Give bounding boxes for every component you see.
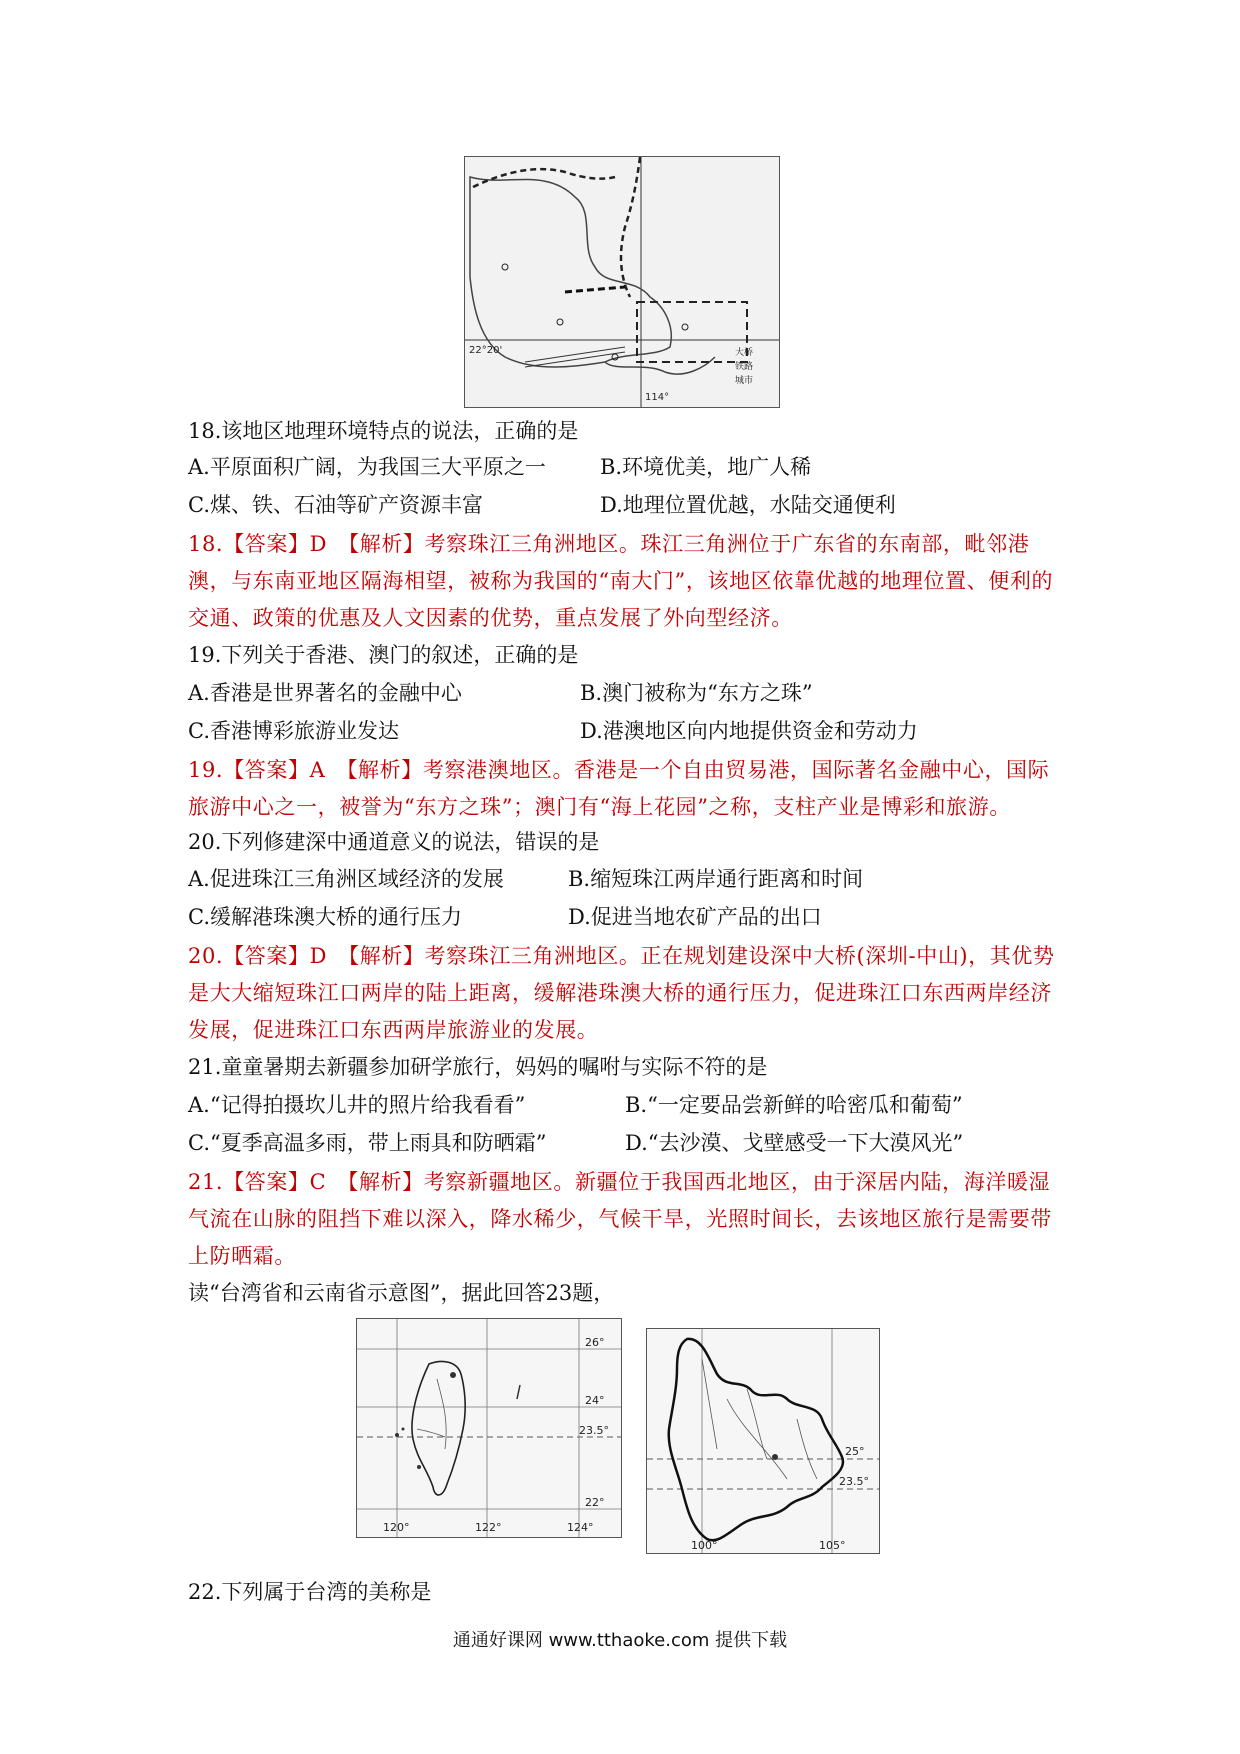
yunnan-lon-105: 105° — [819, 1539, 846, 1552]
q19-option-b: B.澳门被称为“东方之珠” — [580, 681, 813, 705]
q18-option-a: A.平原面积广阔，为我国三大平原之一 — [188, 455, 546, 479]
q19-option-a: A.香港是世界著名的金融中心 — [188, 681, 462, 705]
q21-stem: 21.童童暑期去新疆参加研学旅行，妈妈的嘱咐与实际不符的是 — [188, 1055, 768, 1079]
taiwan-lat-26: 26° — [585, 1336, 605, 1349]
legend-bridge: 大桥 — [735, 348, 754, 358]
q21-option-c: C.“夏季高温多雨，带上雨具和防晒霜” — [188, 1131, 547, 1155]
yunnan-lon-100: 100° — [691, 1539, 718, 1552]
q20-option-d: D.促进当地农矿产品的出口 — [568, 905, 822, 929]
q21-answer: 21.【答案】C 【解析】考察新疆地区。新疆位于我国西北地区，由于深居内陆，海洋暖湿气流在山脉的阻挡下难以深入，降水稀少，气候干旱，光照时间长，去该地区旅行是需要带上防晒霜。 — [188, 1170, 1052, 1268]
map1-lon-label: 114° — [645, 392, 670, 403]
map1-lat-label: 22°20' — [469, 345, 503, 356]
map-intro: 读“台湾省和云南省示意图”，据此回答23题， — [188, 1281, 615, 1305]
page-footer: 通通好课网 www.tthaoke.com 提供下载 — [452, 1630, 788, 1651]
q22-stem: 22.下列属于台湾的美称是 — [188, 1580, 432, 1604]
taiwan-lat-24: 24° — [585, 1394, 605, 1407]
legend-railway: 铁路 — [735, 362, 754, 372]
taiwan-lat-22: 22° — [585, 1496, 605, 1509]
yunnan-lat-23-5: 23.5° — [839, 1475, 869, 1488]
yunnan-lat-25: 25° — [845, 1445, 865, 1458]
q20-option-a: A.促进珠江三角洲区域经济的发展 — [188, 867, 504, 891]
taiwan-lon-120: 120° — [383, 1521, 410, 1534]
taiwan-map — [356, 1318, 622, 1538]
taiwan-lon-124: 124° — [567, 1521, 594, 1534]
q21-option-a: A.“记得拍摄坎儿井的照片给我看看” — [188, 1093, 526, 1117]
q18-answer: 18.【答案】D 【解析】考察珠江三角洲地区。珠江三角洲位于广东省的东南部，毗邻港澳，与东南亚地区隔海相望，被称为我国的“南大门”，该地区依靠优越的地理位置、便利的交通、政策的优惠及人文因素的优势，重点发展了外向型经济。 — [188, 532, 1054, 630]
q18-option-c: C.煤、铁、石油等矿产资源丰富 — [188, 493, 483, 517]
q18-stem: 18.该地区地理环境特点的说法，正确的是 — [188, 419, 579, 443]
taiwan-lat-23-5: 23.5° — [579, 1424, 609, 1437]
q20-option-c: C.缓解港珠澳大桥的通行压力 — [188, 905, 462, 929]
q18-option-d: D.地理位置优越，水陆交通便利 — [600, 493, 896, 517]
q19-stem: 19.下列关于香港、澳门的叙述，正确的是 — [188, 643, 579, 667]
taiwan-lon-122: 122° — [475, 1521, 502, 1534]
pearl-river-delta-map — [464, 156, 780, 408]
q20-answer: 20.【答案】D 【解析】考察珠江三角洲地区。正在规划建设深中大桥(深圳-中山)，其优势是大大缩短珠江口两岸的陆上距离，缓解港珠澳大桥的通行压力，促进珠江口东西两岸经济发展，促进珠江口东西两岸旅游业的发展。 — [188, 944, 1055, 1042]
legend-city: 城市 — [735, 376, 754, 386]
q21-option-d: D.“去沙漠、戈壁感受一下大漠风光” — [625, 1131, 964, 1155]
q19-option-c: C.香港博彩旅游业发达 — [188, 719, 399, 743]
q21-option-b: B.“一定要品尝新鲜的哈密瓜和葡萄” — [625, 1093, 963, 1117]
q19-answer: 19.【答案】A 【解析】考察港澳地区。香港是一个自由贸易港，国际著名金融中心，国际旅游中心之一，被誉为“东方之珠”；澳门有“海上花园”之称，支柱产业是博彩和旅游。 — [188, 758, 1050, 819]
q20-stem: 20.下列修建深中通道意义的说法，错误的是 — [188, 830, 600, 854]
q18-option-b: B.环境优美，地广人稀 — [600, 455, 812, 479]
yunnan-map — [646, 1328, 880, 1554]
q20-option-b: B.缩短珠江两岸通行距离和时间 — [568, 867, 864, 891]
q19-option-d: D.港澳地区向内地提供资金和劳动力 — [580, 719, 918, 743]
